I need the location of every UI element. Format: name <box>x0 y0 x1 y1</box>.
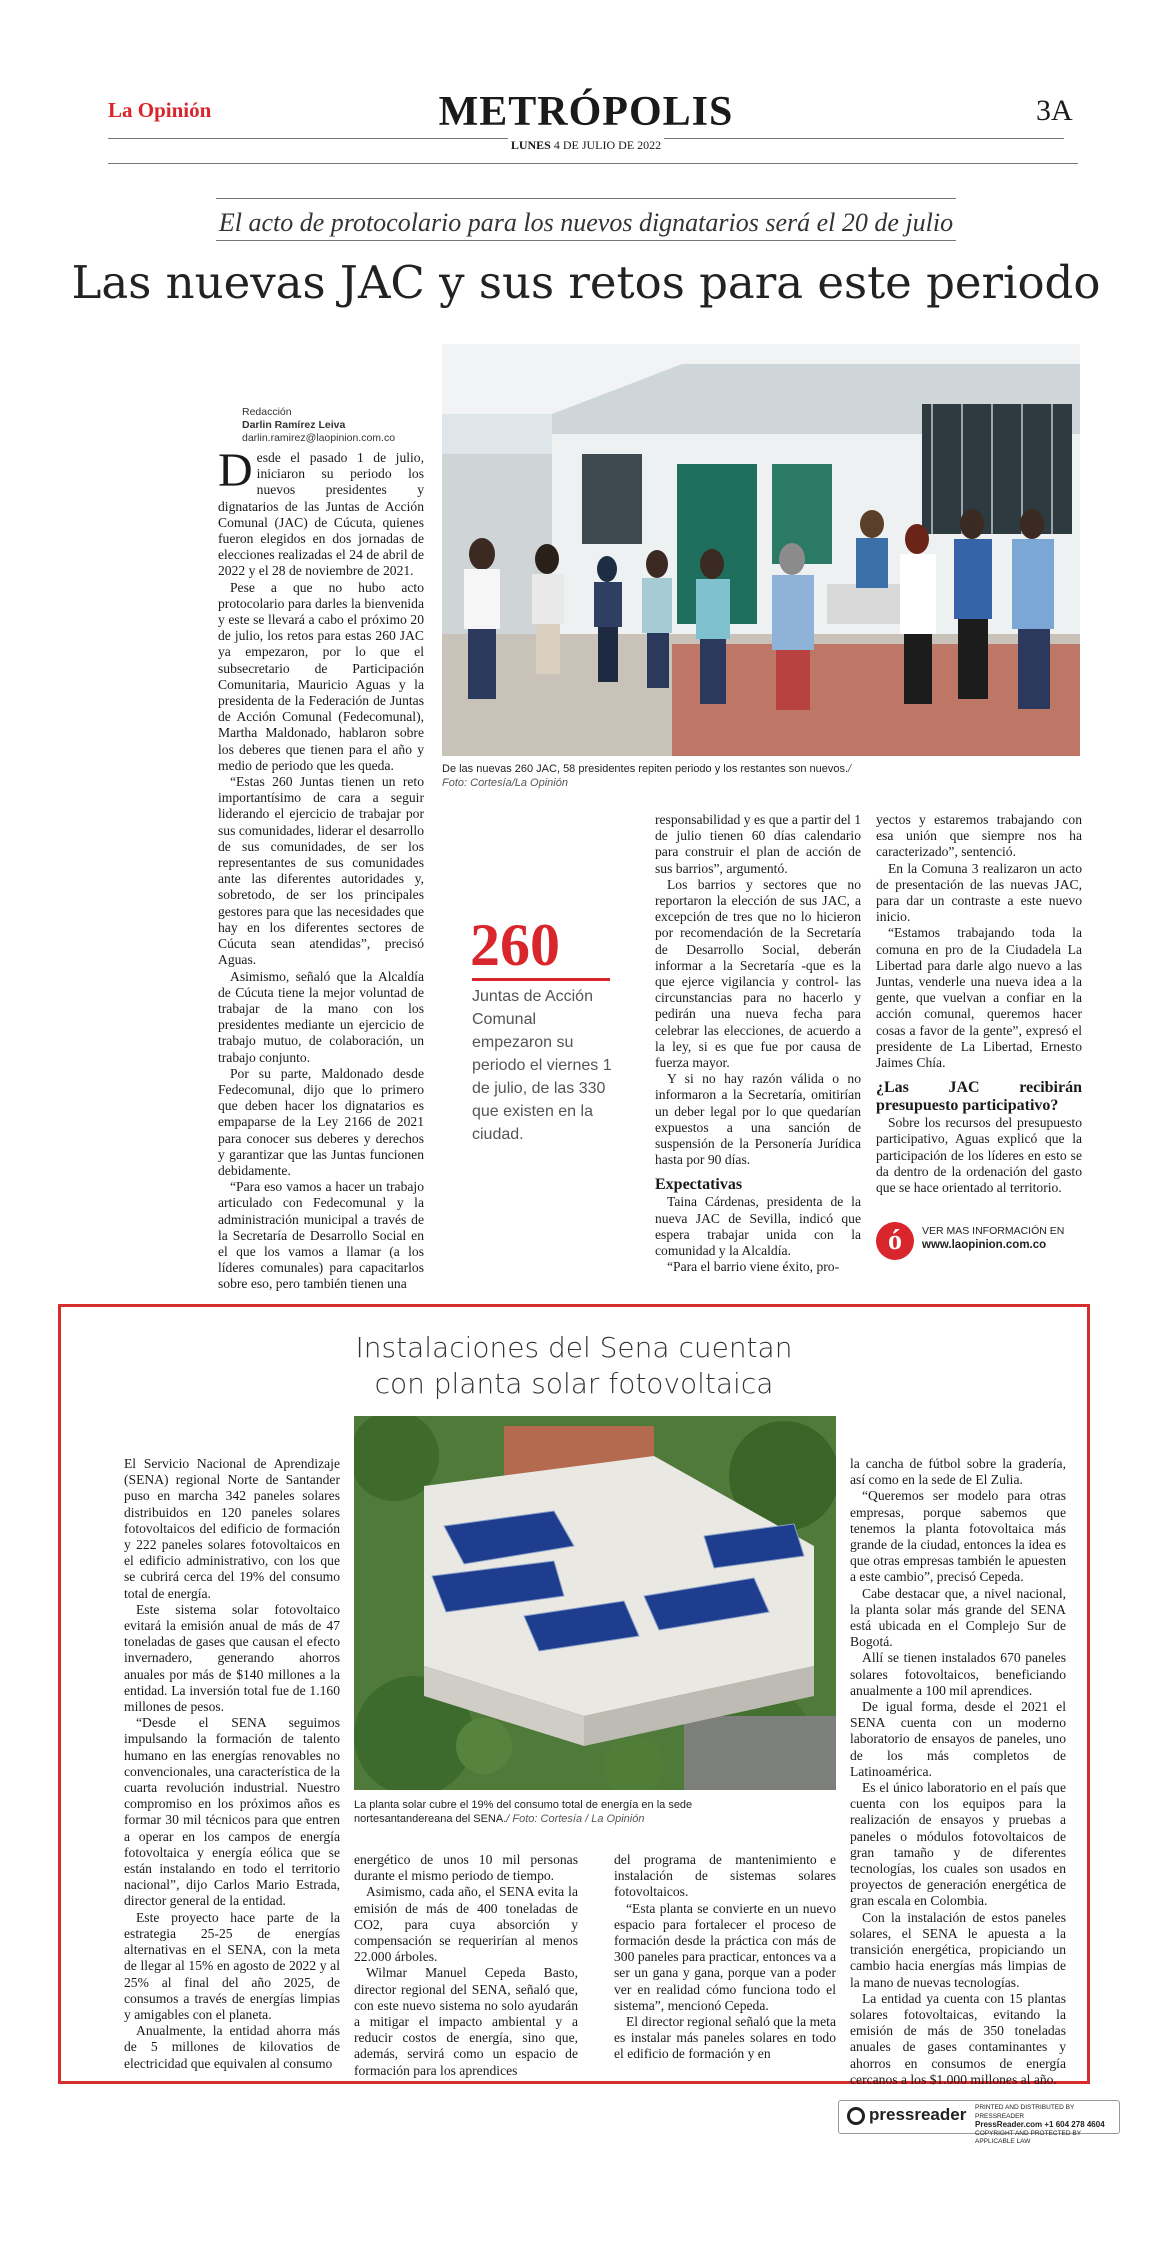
article-headline: Las nuevas JAC y sus retos para este periodo <box>71 256 1101 309</box>
subhead-presupuesto: ¿Las JAC recibirán presupuesto participativo? <box>876 1079 1082 1115</box>
more-info-link[interactable]: www.laopinion.com.co <box>922 1239 1047 1251</box>
issue-date: LUNES 4 DE JULIO DE 2022 <box>510 138 662 152</box>
kicker-rule-bottom <box>216 240 956 241</box>
subhead-expectativas: Expectativas <box>655 1176 743 1194</box>
masthead-bottom-rule <box>108 163 1078 164</box>
article2-column-4: la cancha de fútbol sobre la gradería, así como en la sede de El Zulia. “Queremos ser modelo para otras empresas, porque sabemos que tenemos la planta fotovoltaica más grande de la ciudad, entonces la idea es que otras empresas también le apuesten a este cambio”, precisó Cepeda. Cabe destacar que, a nivel nacional, la planta solar más grande del SENA está ubicada en el Complejo Sur de Bogotá. Allí se tienen instalados 670 paneles solares fotovoltaicos, beneficiando anualmente a 100 mil aprendices. De igual forma, desde el 2021 el SENA cuenta con un moderno laboratorio de ensayos de paneles, uno de los más completos de Latinoamérica. Es el único laboratorio en el país que cuenta con los equipos para la realización de ensayos y pruebas a paneles o módulos fotovoltaicos de gran tamaño y de diferentes tecnologías, los cuales son usados en proyectos de generación energética de gran escala en Colombia. Con la instalación de estos paneles solares, el SENA le apuesta a la transición energética, propiciando un cambio hacia energías más limpias de la mano de nuevas tecnologías. La entidad ya cuenta con 15 plantas solares fotovoltaicas, evitando la emisión de más de 350 toneladas anuales de gases contaminantes y ahorros en consumos de energía cercanos a los $1.000 millones al año. <box>850 1456 1066 2087</box>
article2-column-2: energético de unos 10 mil personas durante el mismo periodo de tiempo. Asimismo, cada año, el SENA evita la emisión de más de 400 toneladas de CO2, para cuya absorción y compensación se requerirían al menos 22.000 árboles. Wilmar Manuel Cepeda Basto, director regional del SENA, señaló que, con este nuevo sistema no solo ayudarán a mitigar el impacto ambiental y a reducir costos de energía, sino que, además, servirá como un espacio de formación para los aprendices <box>354 1852 578 2078</box>
solar-plant-photo <box>354 1416 836 1790</box>
solar-photo-caption: La planta solar cubre el 19% del consumo total de energía en la sede nortesantandereana del SENA./ Foto: Cortesía / La Opinión <box>354 1799 693 1825</box>
article1-column-1: D esde el pasado 1 de julio, iniciaron su periodo los nuevos presidentes y dignatarios de las Juntas de Acción Comunal (JAC) de Cúcuta, quienes fueron elegidos en dos jornadas de elecciones realizadas el 24 de abril de 2022 y el 28 de noviembre de 2021. Pese a que no hubo acto protocolario para darles la bienvenida y este se llevará a cabo el próximo 20 de julio, los retos para estas 260 JAC ya empezaron, por lo que el subsecretario de Participación Comunitaria, Mauricio Aguas y la presidenta de la Federación de Juntas de Acción Comunal (Fedecomunal), Martha Maldonado, hablaron sobre los deberes que tienen para el año y medio de periodo que les queda. “Estas 260 Juntas tienen un reto importantísimo de cara a seguir liderando el ejercicio de trabajar por sus comunidades, liderar el desarrollo de sus comunidades, de ser los representantes de sus comunidades ante las diferentes autoridades y, sobretodo, de ser los principales gestores para que las necesidades que hay en los diferentes sectores de Cúcuta sean atendidas”, precisó Aguas. Asimismo, señaló que la Alcaldía de Cúcuta tiene la mejor voluntad de trabajar de la mano con los presidentes mediante un ejercicio de trabajo mutuo, de colaboración, un trabajo conjunto. Por su parte, Maldonado desde Fedecomunal, dijo que lo primero que deben hacer los dignatarios es empaparse de la Ley 2166 de 2021 para conocer sus deberes y derechos y garantizar que las Juntas funcionen debidamente. “Para eso vamos a hacer un trabajo articulado con Fedecomunal y la administración municipal a través de la Secretaría de Desarrollo Social en el que los vamos a llamar (a los líderes comunales) para capacitarlos sobre eso, pero también tienen una <box>218 444 424 1292</box>
jac-photo-caption: De las nuevas 260 JAC, 58 presidentes repiten periodo y los restantes son nuevos./ Foto: Cortesía/La Opinión <box>442 763 852 789</box>
kicker-rule-top <box>216 198 956 199</box>
laopinion-o-icon: ó <box>876 1222 914 1260</box>
byline: Redacción Darlin Ramírez Leiva darlin.ramirez@laopinion.com.co <box>242 406 396 444</box>
section-title: METRÓPOLIS <box>438 89 734 135</box>
page-number: 3A <box>1036 94 1073 127</box>
article2-column-3: del programa de mantenimiento e instalación de sistemas solares fotovoltaicos. “Esta planta se convierte en un nuevo espacio para fortalecer el proceso de formación desde la práctica con más de 300 paneles para practicar, entonces va a ser un gana y gana, porque van a poder ver en realidad cómo funciona todo el sistema”, mencionó Cepeda. El director regional señaló que la meta es instalar más paneles solares en todo el edificio de formación y en <box>614 1852 836 2062</box>
article-kicker: El acto de protocolario para los nuevos dignatarios será el 20 de julio <box>218 208 954 237</box>
pressreader-icon <box>847 2107 865 2125</box>
article1-column-4: yectos y estaremos trabajando con esa unión que siempre nos ha caracterizado”, sentenció. En la Comuna 3 realizaron un acto de presentación de las nuevas JAC, para dar un contraste a este nuevo inicio. “Estamos trabajando toda la comuna en pro de la Ciudadela La Libertad para darle algo nuevo a las Juntas, venderle una nueva idea a la gente, que vuelvan a confiar en la acción comunal, queremos hacer cosas a favor de la gente”, expresó el presidente de La Libertad, Ernesto Jaimes Chía. ¿Las JAC recibirán presupuesto participativo? Sobre los recursos del presupuesto participativo, Aguas explicó que la participación de los líderes en esto se da dentro de la ordenación del gasto que se hace orientado al territorio. <box>876 812 1082 1196</box>
article2-column-1: El Servicio Nacional de Aprendizaje (SENA) regional Norte de Santander puso en marcha 342 paneles solares distribuidos en 120 paneles solares fotovoltaicos del edificio de formación y 222 paneles solares fotovoltaicos en el edificio administrativo, con los que se cubrirá cerca del 19% del consumo total de energía. Este sistema solar fotovoltaico evitará la emisión anual de más de 47 toneladas de gases que causan el efecto invernadero, generando ahorros anuales por más de $140 millones a la entidad. La inversión total fue de 1.160 millones de pesos. “Desde el SENA seguimos impulsando la formación de talento humano en las energías renovables no convencionales, una característica de la cuarta revolución industrial. Nuestro compromiso en los próximos años es formar 30 mil técnicos para que entren a operar en los campos de energía fotovoltaica y energía eólica que se están instalando en todo el territorio nacional”, dijo Carlos Mario Estrada, director general de la entidad. Este proyecto hace parte de la estrategia 25-25 de energías alternativas en el SENA, con la meta de llegar al 15% en agosto de 2022 y al 25% al final del año 2025, de consumos a través de energías limpias y amigables con el planeta. Anualmente, la entidad ahorra más de 5 millones de kilovatios de electricidad que equivalen al consumo <box>124 1456 340 2071</box>
article1-column-3: responsabilidad y es que a partir del 1 de julio tienen 60 días calendario para construir el plan de acción de sus barrios”, argumentó. Los barrios y sectores que no reportaron la elección de sus JAC, a excepción de tres que no lo hicieron por recomendación de la Secretaría de Desarrollo Social, deberán informar a la Secretaría -que es la que ejerce vigilancia y control- las circunstancias para no hacerlo y pedirán una nueva fecha para celebrar las elecciones, de acuerdo a la ley, si es que fue por causa de fuerza mayor. Y si no hay razón válida o no informaron a la Secretaría, omitirían un deber legal por lo que quedarían expuestos a una sanción de suspensión de la Personería Jurídica hasta por 90 días. Expectativas Taina Cárdenas, presidenta de la nueva JAC de Sevilla, indicó que espera trabajar unida con la comunidad y la Alcaldía. “Para el barrio viene éxito, pro- <box>655 812 861 1275</box>
sena-headline: Instalaciones del Sena cuentan con planta solar fotovoltaica <box>355 1331 793 1400</box>
pressreader-badge: pressreader PRINTED AND DISTRIBUTED BY PRESSREADER PressReader.com +1 604 278 4604 COPYRIGHT AND PROTECTED BY APPLICABLE LAW <box>838 2100 1120 2134</box>
more-info: VER MAS INFORMACIÓN EN www.laopinion.com.co <box>922 1224 1092 1252</box>
stat-text: Juntas de Acción Comunal empezaron su periodo el viernes 1 de julio, de las 330 que existen en la ciudad. <box>472 988 612 1143</box>
jac-photo <box>442 344 1080 756</box>
stat-number: 260 <box>470 912 560 978</box>
brand-logo: La Opinión <box>108 98 212 122</box>
stat-underline <box>472 978 610 981</box>
dropcap: D <box>218 444 253 497</box>
